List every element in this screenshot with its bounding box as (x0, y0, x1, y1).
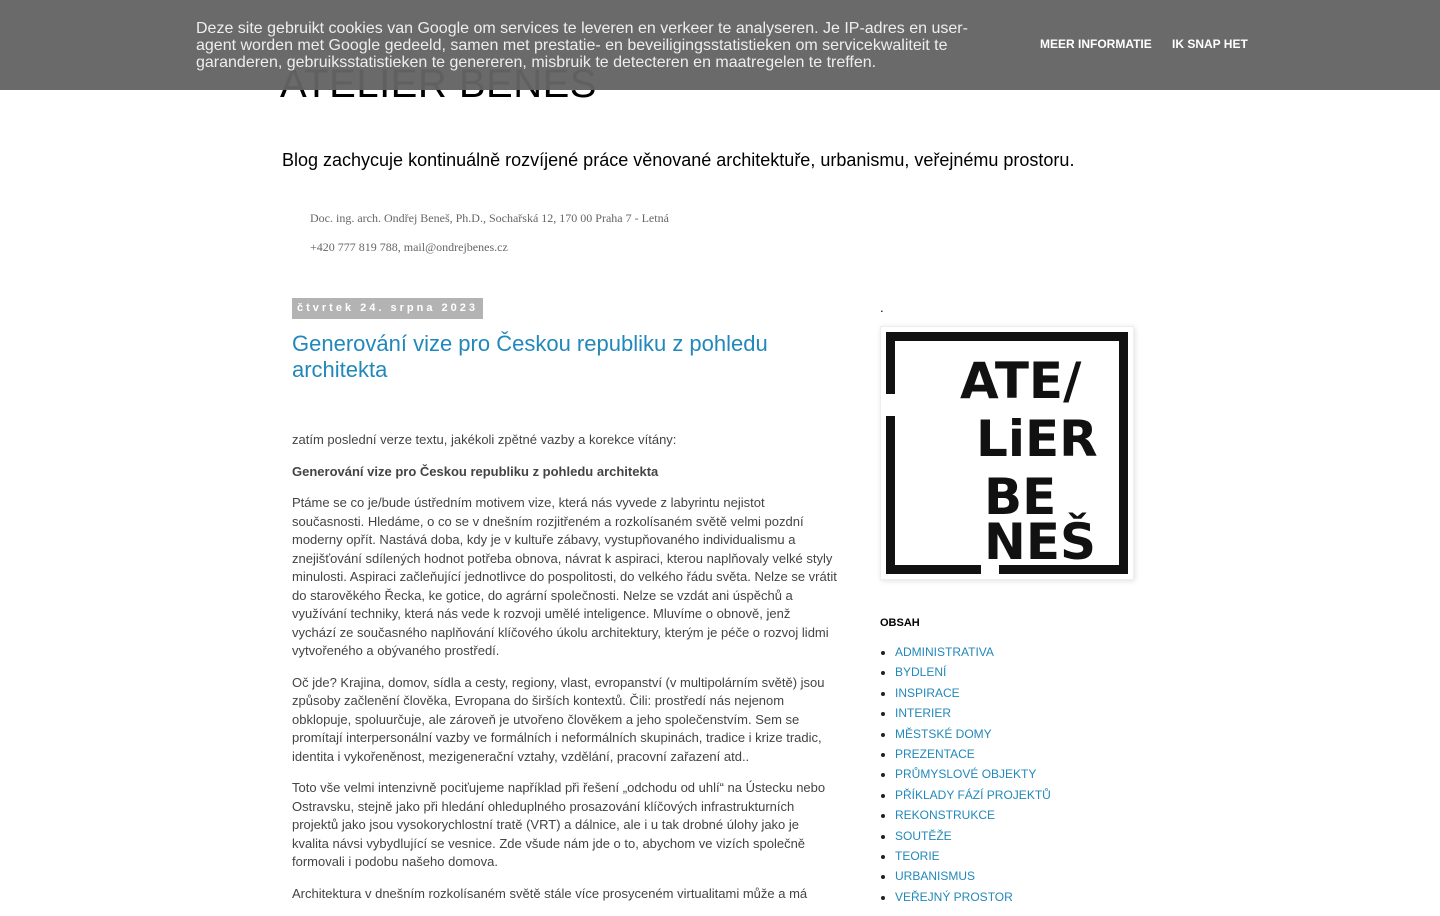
label-item[interactable] (895, 703, 1140, 723)
post-paragraph: Architektura v dnešním rozkolísaném světě stále více prosyceném virtualitami může a má (292, 885, 808, 901)
post-title-link[interactable]: Generování vize pro Českou republiku z pohledu architekta (292, 331, 768, 382)
label-link[interactable]: VEŘEJNÝ PROSTOR (895, 889, 1013, 904)
post-body (292, 431, 837, 903)
obsah-heading: OBSAH (880, 617, 920, 629)
label-link[interactable]: INTERIER (895, 706, 952, 721)
post-intro: zatím poslední verze textu, jakékoli zpětné vazby a korekce vítány: (292, 432, 677, 447)
label-item[interactable] (895, 683, 1140, 703)
label-item[interactable] (895, 662, 1140, 682)
logo-line: ATE/ (960, 352, 1082, 410)
logo-line: NEŠ (984, 513, 1097, 571)
post-paragraph: Ptáme se co je/bude ústředním motivem vize, která nás vyvede z labyrintu nejistot současnosti. Hledáme, o co se v dnešním rozjitřeném a rozkolísaném světě velmi pozdní moderny opřít. Nastává doba, kdy je v kultuře zábavy, vystupňovaného individualismu a znejišťování sdílených hodnot potřeba obnova, návrat k aspiraci, kterou naplňovaly velké styly minulosti. Aspiraci začleňující jednotlivce do pospolitosti, do velkého řádu světa. Nelze se vrátit do starověkého Řecka, ke gotice, do agrární společnosti. Nelze se vzdát ani úspěchů a využívání techniky, která nás vede k rozvoji umělé inteligence. Mluvíme o obnově, jenž vychází ze současného naplňování klíčového úkolu architektury, kterým je péče o rozvoj lidmi vytvořeného a obývaného prostředí. (292, 495, 837, 658)
contact-info (310, 210, 669, 268)
post-date: čtvrtek 24. srpna 2023 (292, 298, 483, 319)
labels-list (880, 642, 1140, 907)
label-item[interactable] (895, 866, 1140, 886)
main-column (292, 298, 837, 916)
atelier-logo[interactable] (880, 326, 1134, 580)
more-info-button[interactable]: MEER INFORMATIE (1040, 37, 1152, 51)
label-item[interactable] (895, 785, 1140, 805)
post-bold-heading: Generování vize pro Českou republiku z pohledu architekta (292, 463, 659, 479)
blog-description: Blog zachycuje kontinuálně rozvíjené práce věnované architektuře, urbanismu, veřejnému prostoru. (282, 150, 1075, 170)
label-item[interactable] (895, 826, 1140, 846)
label-link[interactable]: PRŮMYSLOVÉ OBJEKTY (895, 767, 1037, 782)
cookie-notice-text: Deze site gebruikt cookies van Google om services te leveren en verkeer te analyseren. Je IP-adres en user-agent worden met Google gedeeld, samen met prestatie- en beveiligingsstatistieken om servicekwaliteit te garanderen, gebruiksstatistieken te genereren, misbruik te detecteren en maatregelen te treffen. (196, 20, 968, 71)
label-link[interactable]: PREZENTACE (895, 747, 975, 762)
label-link[interactable]: MĚSTSKÉ DOMY (895, 726, 992, 741)
accept-cookies-button[interactable]: IK SNAP HET (1172, 37, 1248, 51)
label-link[interactable]: URBANISMUS (895, 869, 976, 884)
label-link[interactable]: BYDLENÍ (895, 665, 947, 680)
contact-address: Doc. ing. arch. Ondřej Beneš, Ph.D., Sochařská 12, 170 00 Praha 7 - Letná (310, 211, 669, 225)
cookie-bar (0, 0, 1440, 90)
logo-line: LiER (976, 410, 1098, 468)
contact-phone-email: +420 777 819 788, mail@ondrejbenes.cz (310, 240, 508, 254)
label-item[interactable] (895, 744, 1140, 764)
label-link[interactable]: SOUTĚŽE (895, 828, 952, 843)
sidebar (880, 300, 1140, 907)
label-item[interactable] (895, 805, 1140, 825)
label-link[interactable]: INSPIRACE (895, 685, 960, 700)
label-item[interactable] (895, 724, 1140, 744)
logo-line: BE (984, 468, 1057, 526)
label-link[interactable]: ADMINISTRATIVA (895, 645, 994, 659)
label-item[interactable] (895, 846, 1140, 866)
label-item[interactable] (895, 642, 1140, 662)
sidebar-dot: . (880, 300, 884, 315)
label-link[interactable]: REKONSTRUKCE (895, 808, 996, 823)
label-item[interactable] (895, 887, 1140, 907)
post-paragraph: Oč jde? Krajina, domov, sídla a cesty, regiony, vlast, evropanství (v multipolárním světě) jsou způsoby začlenění člověka, Evropana do širších kontextů. Čili: prostředí nás nejenom obklopuje, spoluurčuje, ale zároveň je utvořeno člověkem a jeho společenstvím. Sem se promítají interpersonální vazby ve formálních i neformálních skupinách, tradice i krize tradic, identita i vykořeněnost, mezigenerační vztahy, vzdělání, pracovní zařazení atd.. (292, 674, 825, 764)
post-paragraph: Toto vše velmi intenzivně pociťujeme například při řešení „odchodu od uhlí“ na Ústecku nebo Ostravsku, stejně jako při hledání ohleduplného prosazování klíčových infrastrukturních projektů jako jsou vysokorychlostní tratě (VRT) a dálnice, ale i u tak drobné úlohy jako je kvalita návsi vybydlující se vesnice. Zde všude nám jde o to, abychom ve vizích společně formovali i podobu našeho domova. (292, 780, 826, 869)
logo-image (886, 332, 1128, 574)
label-item[interactable] (895, 764, 1140, 784)
label-link[interactable]: TEORIE (895, 849, 940, 864)
label-link[interactable]: PŘÍKLADY FÁZÍ PROJEKTŮ (895, 787, 1051, 802)
